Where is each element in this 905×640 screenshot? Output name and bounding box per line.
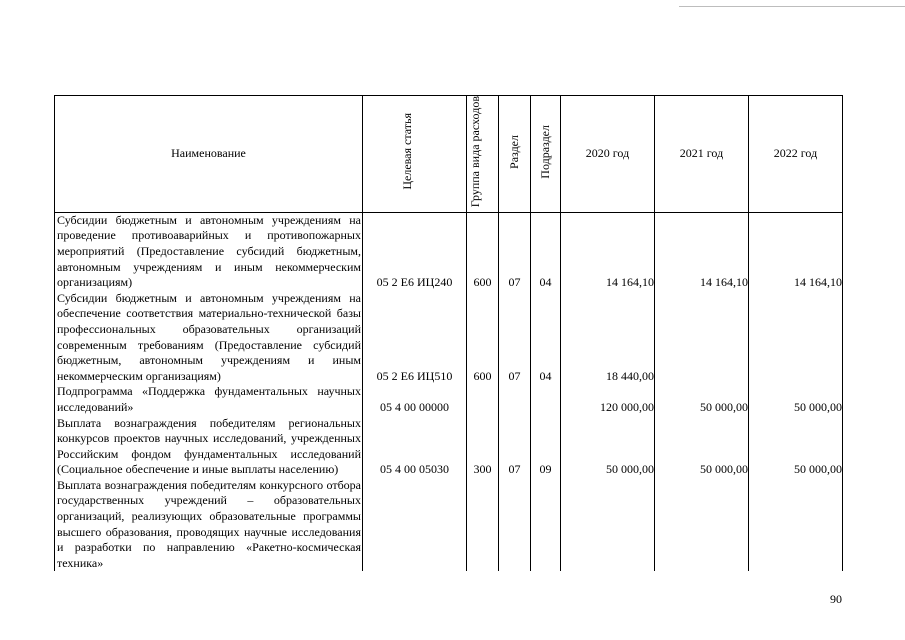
row-section (499, 384, 531, 415)
col-header-expense-group: Группа вида расходов (467, 96, 499, 213)
row-name: Выплата вознаграждения победителям региональных конкурсов проектов научных исследований, учрежденных Российским фондом фундаментальных исследований (Социальное обеспечение и иные выплаты населению) (55, 416, 363, 478)
table-row (55, 384, 843, 415)
col-header-subsection: Подраздел (531, 96, 561, 213)
row-section (499, 478, 531, 572)
table-header-row (55, 96, 843, 213)
row-2022 (749, 478, 843, 572)
col-header-target: Целевая статья (363, 96, 467, 213)
row-group (467, 384, 499, 415)
col-header-2020: 2020 год (561, 96, 655, 213)
row-2022 (749, 291, 843, 385)
row-name: Субсидии бюджетным и автономным учреждениям на проведение противоаварийных и противопожарных мероприятий (Предоставление субсидий бюджетным, автономным учреждениям и иным некоммерческим организациям) (55, 212, 363, 290)
table-row (55, 478, 843, 572)
row-group: 600 (467, 212, 499, 290)
row-target: 05 4 00 05030 (363, 416, 467, 478)
col-header-2021: 2021 год (655, 96, 749, 213)
row-group: 600 (467, 291, 499, 385)
row-target (363, 478, 467, 572)
col-header-name: Наименование (55, 96, 363, 213)
table-row (55, 291, 843, 385)
row-group: 300 (467, 416, 499, 478)
row-subsection: 09 (531, 416, 561, 478)
row-name: Выплата вознаграждения победителям конкурсного отбора государственных учреждений – образовательных организаций, реализующих образовательные программы высшего образования, проводящих научные исследования и разработки по направлению «Ракетно-космическая техника» (55, 478, 363, 572)
row-section: 07 (499, 416, 531, 478)
row-2021 (655, 478, 749, 572)
col-header-section: Раздел (499, 96, 531, 213)
row-2020: 14 164,10 (561, 212, 655, 290)
row-section: 07 (499, 212, 531, 290)
row-2020: 50 000,00 (561, 416, 655, 478)
row-subsection (531, 478, 561, 572)
row-group (467, 478, 499, 572)
row-target: 05 2 Е6 ИЦ510 (363, 291, 467, 385)
row-2021: 50 000,00 (655, 384, 749, 415)
row-section: 07 (499, 291, 531, 385)
row-2020: 120 000,00 (561, 384, 655, 415)
row-name: Субсидии бюджетным и автономным учреждениям на обеспечение соответствия материально-технической базы профессиональных образовательных организаций современным требованиям (Предоставление субсидий бюджетным, автономным учреждениям и иным некоммерческим организациям) (55, 291, 363, 385)
row-target: 05 4 00 00000 (363, 384, 467, 415)
row-subsection: 04 (531, 212, 561, 290)
budget-table (54, 95, 843, 571)
row-2021 (655, 291, 749, 385)
row-2021: 14 164,10 (655, 212, 749, 290)
row-2022: 50 000,00 (749, 416, 843, 478)
row-2022: 50 000,00 (749, 384, 843, 415)
row-2021: 50 000,00 (655, 416, 749, 478)
budget-table-container (54, 95, 843, 571)
col-header-2022: 2022 год (749, 96, 843, 213)
row-subsection: 04 (531, 291, 561, 385)
top-rule (679, 6, 905, 7)
table-row (55, 212, 843, 290)
page-number: 90 (830, 592, 842, 606)
row-name: Подпрограмма «Поддержка фундаментальных научных исследований» (55, 384, 363, 415)
table-row (55, 416, 843, 478)
row-2020 (561, 478, 655, 572)
row-target: 05 2 Е6 ИЦ240 (363, 212, 467, 290)
row-2020: 18 440,00 (561, 291, 655, 385)
row-subsection (531, 384, 561, 415)
row-2022: 14 164,10 (749, 212, 843, 290)
